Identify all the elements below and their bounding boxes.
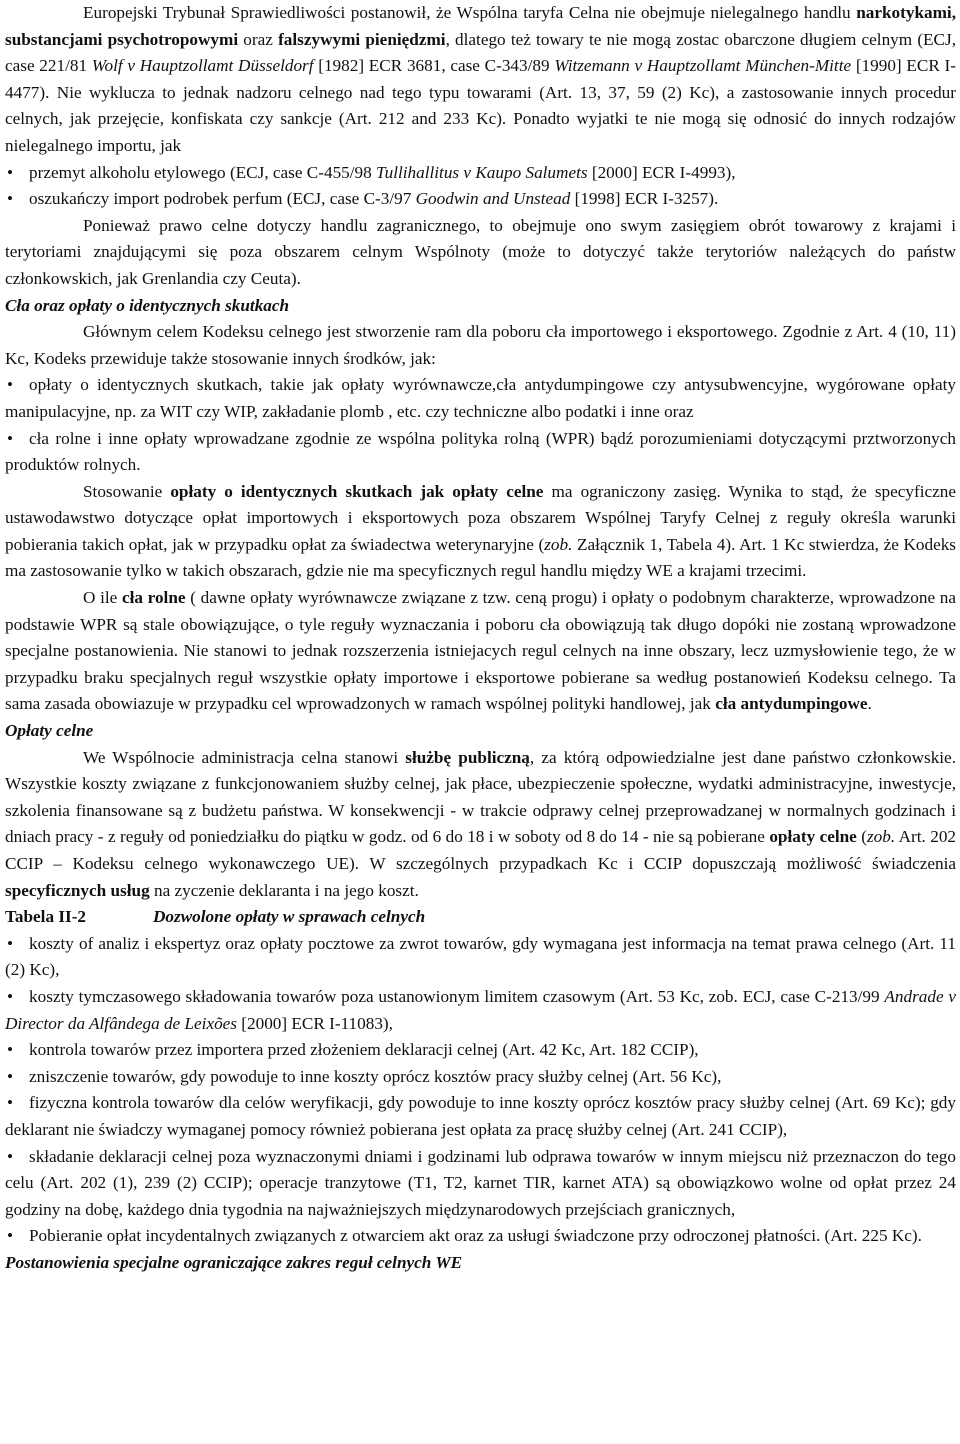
bullet-item (5, 984, 956, 1037)
text-run: cła rolne i inne opłaty wprowadzane zgodnie ze wspólna polityka rolną (WPR) bądź porozumieniami dotyczącymi prztworzonych produktów rolnych. (5, 428, 956, 475)
bullet-text (29, 1226, 922, 1245)
text-run: O ile (83, 588, 122, 608)
text-run: [1998] ECR I-3257). (570, 189, 719, 209)
text-run: [1990] ECR I-4477). Nie wyklucza to jednak nadzoru celnego nad tego typu towarami (Art. 13, 37, 59 (2) Kc), a zastosowanie innych procedur celnych, jak przejęcie, konfiskata czy sankcje (Art. 212 and 233 Kc). Ponadto wyjatki te nie mogą się odnosić do innych rodzajów nielegalnego importu, jak (5, 56, 956, 155)
bullet-icon (5, 1064, 29, 1091)
table-title: Dozwolone opłaty w sprawach celnych (153, 907, 426, 927)
text-run: fizyczna kontrola towarów dla celów weryfikacji, gdy powoduje to inne koszty oprócz kosztów pracy służby celnej (Art. 69 Kc); gdy deklarant nie świadczy wymaganej pomocy również pobierana jest opłata za pracę służby celnej (Art. 241 CCIP), (5, 1093, 956, 1139)
text-run: Stosowanie (83, 481, 171, 501)
bullet-icon (5, 426, 29, 453)
bullet-icon (5, 160, 29, 187)
text-run: ma ograniczony zasięg. Wynika to stąd, że specyficzne ustawodawstwo dotyczące opłat importowych i eksportowych poza obszarem Wspólnej Taryfy Celnej z reguły określa warunki pobierania takich opłat, jak w przypadku opłat za świadectwa weterynaryjne ( (5, 481, 956, 554)
bullet-item (5, 1144, 956, 1224)
text-run: [2000] ECR I-4993), (587, 162, 736, 182)
text-run: koszty of analiz i ekspertyz oraz opłaty pocztowe za zwrot towarów, gdy wymagana jest informacja na temat prawa celnego (Art. 11 (2) Kc), (5, 933, 956, 980)
bullet-text (5, 987, 956, 1033)
text-run: Wolf v Hauptzollamt Düsseldorf (91, 56, 314, 76)
text-run: cła rolne (121, 588, 186, 608)
text-run: [2000] ECR I-11083), (237, 1013, 393, 1033)
bullet-icon (5, 931, 29, 958)
text-run: ( dawne opłaty wyrównawcze związane z tzw. ceną progu) i opłaty o podobnym charakterze, wprowadzone na podstawie WPR są stale obowiązujące, o tyle reguły wyznaczania i poboru cła obowiązują tak długo dopóki nie zostaną wprowadzone specjalne postanowienia. Nie stanowi to jednak rozszerzenia istniejacych regul celnych na inne obszary, lecz uzmysłowienie tego, że w przypadku braku specjalnych reguł wszystkie opłaty importowe i eksportowe pobierane sa według postanowień Kodeksu celnego. Ta sama zasada obowiazuje w przypadku cel wprowadzonych w ramach wspólnej polityki handlowej, jak (5, 588, 957, 714)
text-run: opłaty celne (769, 827, 857, 847)
paragraph-ecj-illegal-trade (5, 0, 956, 160)
paragraph-agricultural-duties (5, 585, 956, 718)
bullet-item (5, 1223, 956, 1250)
text-run: narkotykami, substancjami psychotropowymi (5, 3, 956, 49)
heading-special-provisions: Postanowienia specjalne ograniczające zakres reguł celnych WE (5, 1252, 463, 1272)
bullet-item (5, 186, 956, 213)
bullet-icon (5, 1090, 29, 1117)
bullet-text (29, 160, 956, 187)
text-run: służbę publiczną (405, 747, 530, 767)
text-run: Goodwin and Unstead (415, 189, 571, 209)
bullet-list-illegal-imports (5, 160, 956, 213)
text-run: koszty tymczasowego składowania towarów poza ustanowionym limitem czasowym (Art. 53 Kc, zob. ECJ, case C-213/99 (29, 986, 885, 1006)
text-run: przemyt alkoholu etylowego (ECJ, case C-455/98 (29, 162, 377, 182)
bullet-item (5, 1037, 956, 1064)
text-run: oraz (238, 29, 279, 49)
paragraph-equivalent-charges (5, 479, 956, 585)
bullet-icon (5, 1037, 29, 1064)
text-run: Pobieranie opłat incydentalnych związanych z otwarciem akt oraz za usługi świadczone przy odroczonej płatności. (Art. 225 Kc). (29, 1226, 922, 1246)
bullet-text (5, 429, 956, 475)
bullet-list-permitted-fees (5, 931, 956, 1250)
text-run: Tullihallitus v Kaupo Salumets (376, 162, 588, 182)
text-run: Ponieważ prawo celne dotyczy handlu zagranicznego, to obejmuje ono swym zasięgiem obrót towarowy z krajami i terytoriami znajdującymi się poza obszarem celnym Wspólnoty (może to dotyczyć także terytoriów należących do państw członkowskich, jak Grenlandia czy Ceuta). (5, 215, 956, 288)
text-run: , dlatego też towary te nie mogą zostac obarczone długiem celnym (ECJ, case 221/81 (5, 29, 956, 76)
bullet-text (29, 1040, 699, 1059)
text-run: specyficznych usług (5, 880, 150, 900)
heading-duties-equivalent-effect: Cła oraz opłaty o identycznych skutkach (5, 295, 290, 315)
bullet-icon (5, 186, 29, 213)
text-run: zniszczenie towarów, gdy powoduje to inne koszty oprócz kosztów pracy służby celnej (Art. 56 Kc), (29, 1066, 722, 1086)
text-run: kontrola towarów przez importera przed złożeniem deklaracji celnej (Art. 42 Kc, Art. 182 CCIP), (29, 1040, 699, 1060)
text-run: ( (856, 827, 867, 847)
bullet-item (5, 426, 956, 479)
table-label: Tabela II-2 (5, 907, 87, 927)
text-run: Andrade v Director da Alfândega de Leixões (5, 986, 956, 1033)
text-run: [1982] ECR 3681, case C-343/89 (313, 56, 555, 76)
paragraph-territorial-scope (5, 213, 956, 293)
bullet-icon (5, 984, 29, 1011)
text-run: falszywymi pieniędzmi (278, 29, 446, 49)
bullet-list-other-measures (5, 372, 956, 478)
bullet-item (5, 931, 956, 984)
bullet-text (29, 1067, 721, 1086)
bullet-icon (5, 1144, 29, 1171)
paragraph-public-service (5, 745, 956, 905)
table-caption (5, 904, 956, 931)
bullet-item (5, 372, 956, 425)
text-run: cła antydumpingowe (715, 694, 868, 714)
bullet-icon (5, 1223, 29, 1250)
text-run: We Wspólnocie administracja celna stanowi (83, 747, 406, 767)
text-run: opłaty o identycznych skutkach, takie jak opłaty wyrównawcze,cła antydumpingowe czy antysubwencyjne, wygórowane opłaty manipulacyjne, np. za WIT czy WIP, zakładanie plomb , etc. czy techniczne albo podatki i inne oraz (5, 375, 956, 421)
bullet-text (29, 186, 956, 213)
bullet-text (5, 934, 956, 980)
text-run: . (867, 694, 872, 714)
text-run: na zyczenie deklaranta i na jego koszt. (149, 880, 419, 900)
text-run: zob. (544, 534, 573, 554)
text-run: , za którą odpowiedzialne jest dane państwo członkowskie. Wszystkie koszty związane z funkcjonowaniem służby celnej, jak płace, ubezpieczenie społeczne, wydatki administracyjne, inwestycje, szkolenia finansowane są z budżetu państwa. W konsekwencji - w trakcie odprawy celnej przeprowadzanej w normalnych godzinach i dniach pracy - z reguły od poniedziałku do piątku w godz. od 6 do 18 i w soboty od 8 do 14 - nie są pobierane (5, 747, 956, 847)
bullet-text (5, 1093, 956, 1139)
bullet-text (5, 1147, 956, 1219)
text-run: oszukańczy import podrobek perfum (ECJ, case C-3/97 (29, 189, 416, 209)
paragraph-customs-code-purpose (5, 319, 956, 372)
text-run: Art. 202 CCIP – Kodeksu celnego wykonawczego UE). W szczególnych przypadkach Kc i CCIP dopuszczają możliwość świadczenia (5, 827, 957, 873)
text-run: Głównym celem Kodeksu celnego jest stworzenie ram dla poboru cła importowego i eksportowego. Zgodnie z Art. 4 (10, 11) Kc, Kodeks przewiduje także stosowanie innych środków, jak: (5, 322, 956, 368)
text-run: Europejski Trybunał Sprawiedliwości postanowił, że Wspólna taryfa Celna nie obejmuje nielegalnego handlu (83, 3, 857, 22)
bullet-item (5, 1090, 956, 1143)
bullet-item (5, 1064, 956, 1091)
text-run: składanie deklaracji celnej poza wyznaczonymi dniami i godzinami lub odprawa towarów w innym miejscu niż przeznaczon do tego celu (Art. 202 (1), 239 (2) CCIP); operacje tranzytowe (T1, T2, karnet TIR, karnet ATA) są obowiązkowo wolne od opłat przez 24 godziny na dobę, każdego dnia tygodnia na najważniejszych międzynarodowych przejściach granicznych, (5, 1146, 956, 1219)
heading-customs-fees: Opłaty celne (5, 721, 94, 741)
bullet-text (5, 375, 956, 421)
text-run: Załącznik 1, Tabela 4). Art. 1 Kc stwierdza, że Kodeks ma zastosowanie tylko w takich obszarach, gdzie nie ma specyficznych regul handlu między WE a krajami trzecimi. (5, 534, 956, 581)
bullet-icon (5, 372, 29, 399)
text-run: opłaty o identycznych skutkach jak opłaty celne (170, 481, 544, 501)
text-run: zob. (866, 827, 896, 847)
text-run: Witzemann v Hauptzollamt München-Mitte (554, 56, 852, 76)
bullet-item (5, 160, 956, 187)
